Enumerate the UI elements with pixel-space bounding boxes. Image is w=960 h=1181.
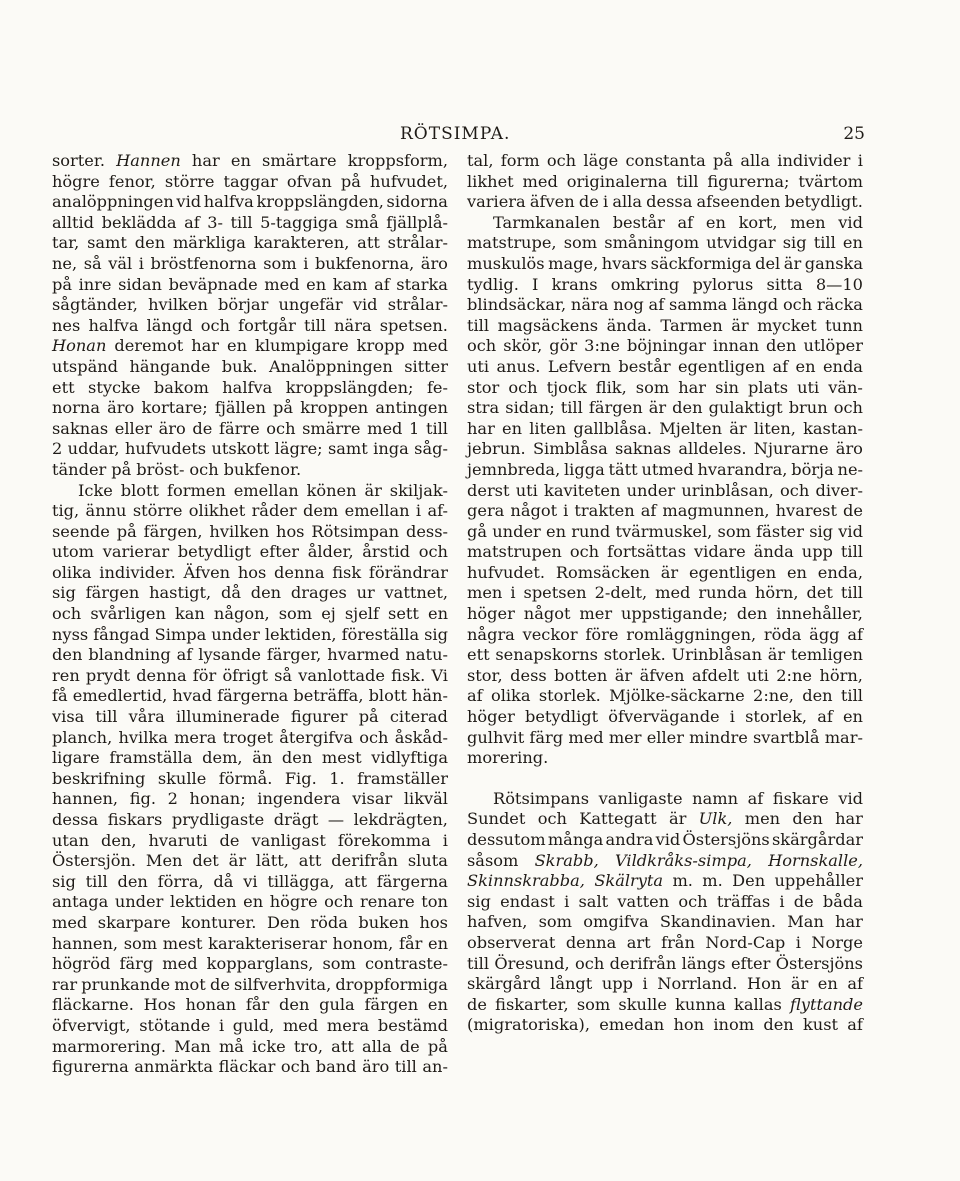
text-line: seende på färgen, hvilken hos Rötsimpan dess- (52, 521, 448, 541)
text-line: skärgård långt upp i Norrland. Hon är en af (467, 974, 863, 994)
text-line: sig färgen hastigt, då den drages ur vattnet, (52, 583, 448, 603)
text-line: dessa fiskars prydligaste drägt — lekdrägten, (52, 810, 448, 829)
right-paragraph-names (467, 789, 863, 1036)
text-line: Östersjön. Men det är lätt, att derifrån sluta (52, 851, 448, 871)
text-line: sig endast i salt vatten och träffas i de båda (467, 891, 863, 911)
text-line: gera något i trakten af magmunnen, hvarest de (467, 501, 863, 521)
text-line: saknas eller äro de färre och smärre med 1 till (52, 418, 448, 438)
text-line: höger något mer uppstigande; den innehåller, (467, 604, 863, 624)
text-line: sig till den förra, då vi tillägga, att färgerna (52, 871, 448, 891)
text-line: tig, ännu större olikhet råder dem emellan i af- (52, 501, 448, 521)
text-line: stor och tjock flik, som har sin plats uti vän- (467, 377, 863, 397)
text-line: såsom Skrabb, Vildkråks-simpa, Hornskalle, (467, 850, 863, 870)
text-line: beskrifning skulle förmå. Fig. 1. framställer (52, 768, 448, 788)
text-line: de fiskarter, som skulle kunna kallas flyttande (467, 994, 863, 1014)
text-line: Sundet och Kattegatt är Ulk, men den har (467, 809, 863, 829)
left-column (52, 151, 448, 1078)
text-line: höger betydligt öfvervägande i storlek, af en (467, 707, 863, 727)
text-line: visa till våra illuminerade figurer på citerad (52, 707, 448, 727)
text-line: stra sidan; till färgen är den gulaktigt brun och (467, 398, 863, 418)
text-line: gå under en rund tvärmuskel, som fäster sig vid (467, 521, 863, 541)
running-title: RÖTSIMPA. (400, 124, 511, 144)
text-line: matstrupe, som småningom utvidgar sig till en (467, 233, 863, 253)
text-line: till Öresund, och derifrån längs efter Östersjöns (467, 953, 863, 973)
text-line: (migratoriska), emedan hon inom den kust af (467, 1015, 863, 1035)
text-line: med skarpare konturer. Den röda buken hos (52, 912, 448, 932)
text-line: Icke blott formen emellan könen är skiljak- (78, 480, 448, 500)
text-line: den blandning af lysande färger, hvarmed natu- (52, 645, 448, 665)
text-line: öfvervigt, stötande i guld, med mera bestämd (52, 1015, 448, 1035)
text-line: olika individer. Äfven hos denna fisk förändrar (52, 562, 448, 582)
text-line: observerat denna art från Nord-Cap i Norge (467, 932, 863, 952)
text-line: ett senapskorns storlek. Urinblåsan är temligen (467, 645, 863, 665)
right-column (467, 151, 863, 1036)
text-line: norna äro kortare; fjällen på kroppen antingen (52, 398, 448, 418)
text-line: figurerna anmärkta fläckar och band äro till an- (52, 1057, 448, 1077)
text-line: likhet med originalerna till figurerna; tvärtom (467, 171, 863, 191)
text-line: fläckarne. Hos honan får den gula färgen en (52, 995, 448, 1015)
text-line: Honan deremot har en klumpigare kropp med (52, 336, 448, 356)
text-line: Rötsimpans vanligaste namn af fiskare vid (493, 788, 863, 808)
text-line: jebrun. Simblåsa saknas alldeles. Njurarne äro (467, 439, 863, 459)
text-line: tänder på bröst- och bukfenor. (52, 459, 302, 479)
text-line: nyss fångad Simpa under lektiden, föreställa sig (52, 624, 448, 644)
text-line: ne, så väl i bröstfenorna som i bukfenorna, äro (52, 253, 448, 273)
text-line: matstrupen och fortsättas vidare ända upp till (467, 542, 863, 562)
text-line: utan den, hvaruti de vanligast förekomma i (52, 830, 448, 850)
text-line: tar, samt den märkliga karakteren, att strålar- (52, 233, 448, 253)
right-paragraph-anatomy (467, 151, 863, 769)
text-line: analöppningen vid halfva kroppslängden, sidorna (52, 192, 448, 212)
page-number: 25 (843, 124, 865, 144)
text-line: få emedlertid, hvad färgerna beträffa, blott hän- (52, 686, 448, 706)
text-line: marmorering. Man må icke tro, att alla de på (52, 1036, 448, 1056)
text-line: hufvudet. Romsäcken är egentligen en enda, (467, 562, 863, 582)
text-line: och skör, gör 3:ne böjningar innan den utlöper (467, 336, 863, 356)
text-line: ligare framställa dem, än den mest vidlyftiga (52, 748, 448, 768)
text-line: till magsäckens ända. Tarmen är mycket tunn (467, 315, 863, 335)
text-line: tydlig. I krans omkring pylorus sitta 8—10 (467, 274, 863, 294)
text-line: högröd färg med kopparglans, som contraste- (52, 954, 448, 974)
text-line: gulhvit färg med mer eller mindre svartblå mar- (467, 727, 863, 747)
text-line: Tarmkanalen består af en kort, men vid (493, 212, 863, 232)
text-line: har en liten gallblåsa. Mjelten är liten, kastan- (467, 418, 863, 438)
text-line: på inre sidan beväpnade med en kam af starka (52, 274, 448, 294)
text-line: 2 uddar, hufvudets utskott lägre; samt inga såg- (52, 439, 448, 459)
page-header (0, 124, 960, 148)
text-line: hannen, fig. 2 honan; ingendera visar likväl (52, 789, 448, 809)
text-line: Skinnskrabba, Skälryta m. m. Den uppehåller (467, 871, 863, 891)
text-line: jemnbreda, ligga tätt utmed hvarandra, börja ne- (467, 459, 863, 479)
text-line: ett stycke bakom halfva kroppslängden; fe- (52, 377, 448, 397)
text-line: planch, hvilka mera troget återgifva och åskåd- (52, 727, 448, 747)
paragraph-gap (467, 769, 863, 789)
text-line: utom varierar betydligt efter ålder, årstid och (52, 542, 448, 562)
text-line: högre fenor, större taggar ofvan på hufvudet, (52, 171, 448, 191)
text-line: sågtänder, hvilken börjar ungefär vid strålar- (52, 295, 448, 315)
text-line: antaga under lektiden en högre och renare ton (52, 892, 448, 912)
text-line: af olika storlek. Mjölke-säckarne 2:ne, den till (467, 686, 863, 706)
text-line: morering. (467, 748, 549, 768)
text-line: muskulös mage, hvars säckformiga del är ganska (467, 253, 863, 273)
text-line: men i spetsen 2-delt, med runda hörn, det till (467, 583, 863, 603)
text-line: hafven, som omgifva Skandinavien. Man har (467, 912, 863, 932)
text-line: stor, dess botten är äfven afdelt uti 2:ne hörn, (467, 665, 863, 685)
text-line: uti anus. Lefvern består egentligen af en enda (467, 356, 863, 376)
text-line: dessutom många andra vid Östersjöns skärgårdar (467, 830, 863, 849)
text-line: derst uti kaviteten under urinblåsan, och diver- (467, 480, 863, 500)
text-line: utspänd hängande buk. Analöppningen sitter (52, 356, 448, 376)
text-line: hannen, som mest karakteriserar honom, får en (52, 933, 448, 953)
text-line: och svårligen kan någon, som ej sjelf sett en (52, 604, 448, 624)
text-line: alltid beklädda af 3- till 5-taggiga små fjällplå- (52, 212, 448, 232)
text-line: tal, form och läge constanta på alla individer i (467, 151, 863, 170)
text-line: några veckor före romläggningen, röda ägg af (467, 624, 863, 644)
text-line: blindsäckar, nära nog af samma längd och räcka (467, 295, 863, 315)
text-line: sorter. Hannen har en smärtare kroppsform, (52, 151, 448, 170)
text-line: variera äfven de i alla dessa afseenden betydligt. (467, 192, 863, 212)
text-line: nes halfva längd och fortgår till nära spetsen. (52, 315, 448, 335)
text-line: ren prydt denna för öfrigt så vanlottade fisk. Vi (52, 665, 448, 685)
text-line: rar prunkande mot de silfverhvita, droppformiga (52, 974, 448, 994)
